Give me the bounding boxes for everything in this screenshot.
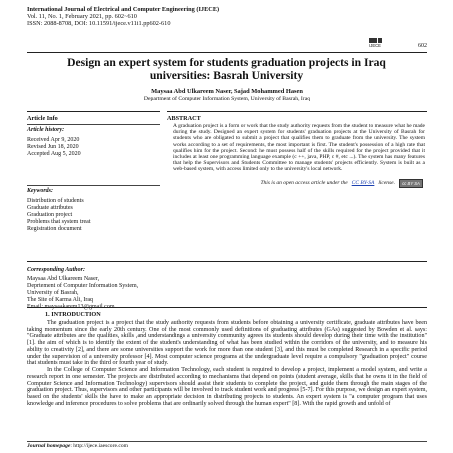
corresponding-email[interactable]: Email: maysaakarem13@gmail.com [27,304,115,310]
paper-body [27,312,427,408]
corresponding-address: The Site of Karma Ali, Iraq [27,297,93,303]
author-affiliation: Department of Computer Information System, University of Basrah, Iraq [143,96,311,102]
body-paragraph: In the College of Computer Science and Information Technology, each student is required to develop a project, implement a model system, and write a research report in one semester. The projects are distributed according to mechanisms that depend on points (student average, skills that he owns it in the field of Computer Science and Information Technology) supervisors should assist their students to complete the project, and guide them through the main stages of the graduation project. Thus, supervisors and other participants will be involved to track student work and progress [5-7]. For this purpose, we design an expert system, based on the students' skills the have to make an appropriate decision in distributing projects to students. An expert system is "a computer program that uses knowledge and inference procedures to solve problems that are ordinarily solved through the human expert" [8]. With the rapid growth and unfold of [27,367,427,407]
history-received: Received Apr 9, 2020 [27,137,80,143]
paper-title: Design an expert system for students graduation projects in Iraq universities: Basrah University [67,56,386,82]
body-paragraph: The graduation project is a project that the study authority requests from students before obtaining a university certificate, graduate attributes have been taking momentum since the early 20th century. One of the most commonly used definitions of graduating attributes (GAs) suggested by Bowden et al. says: "Graduate attributes are the qualities, skills ,and understandings a university community agrees its students should develop during their time with the institution" [1]. the aim of which is to identify the extent of the student's understanding of what has been studied within the corridors of the university, and to measure his ability to creativity [2], and there are some universities support the work for more than one student [3], and this must be completed Research in a specific period under the supervision of a university professor [4]. Most computer science programs at the undergraduate level require a compulsory "graduation project" course that students must take in the third or fourth year of study. [27,319,427,367]
license-link[interactable]: CC BY-SA [351,180,375,187]
corresponding-heading: Corresponding Author: [27,267,85,273]
section-title: 1. INTRODUCTION [45,311,101,318]
article-info-panel [27,111,160,261]
keyword-item: Registration document [27,226,82,232]
keyword-item: Graduation project [27,212,73,218]
corresponding-university: University of Basrah, [27,290,79,296]
section-divider [27,261,427,262]
license-prefix: This is an open access article under the [260,180,348,187]
license-suffix: license. [378,180,395,187]
issn-line: ISSN: 2088-8708, DOI: 10.11591/ijece.v11i1.pp602-610 [27,20,171,28]
corresponding-name: Maysaa Abd Ulkareem Naser, [27,276,100,282]
keyword-item: Distribution of students [27,198,84,204]
abstract-panel [167,111,427,261]
license-line [167,179,427,188]
history-revised: Revised Jun 18, 2020 [27,144,79,150]
keywords-heading: Keywords: [27,185,160,194]
body-divider [27,307,427,308]
corresponding-author-block [27,264,427,311]
page-number: 602 [418,43,427,49]
journal-logo [365,38,385,49]
article-info-heading: Article Info [27,111,160,123]
history-accepted: Accepted Aug 5, 2020 [27,151,81,157]
corresponding-dept: Deprtement of Computer Information System, [27,283,139,289]
abstract-text: A graduation project is a form or work that the study authority requests from the student to measure what he made during the study. Designed an expert system for students' graduation projects at the University of Basrah for students who are obligated to submit a project that qualifies them to graduate from the university. The system works according to a set of requirements, the most important is first. The student's possession of a high rate that qualifies him for the project. Second: he must possess half of the skills required for the project provided that it includes at least one programming language example (c ++, java, PHP, c #, etc ...). The system has many features that help the Supervisors and Students Committee to manage students' projects efficiently. System is built as a web-based system, with access limited only to the university's local network. [173,123,425,173]
journal-title: International Journal of Electrical and Computer Engineering (IJECE) [27,6,220,13]
paper-authors: Maysaa Abd Ulkareem Naser, Sajad Mohammed Hasen [151,88,303,95]
volume-line: Vol. 11, No. 1, February 2021, pp. 602~610 [27,13,137,21]
keyword-item: Graduate attributes [27,205,73,211]
cc-license-icon[interactable]: cc BY SA [399,179,423,188]
logo-text: IJECE [369,43,381,48]
footer-label: Journal homepage [27,443,71,449]
header-divider [27,52,427,53]
page-footer [27,441,427,449]
history-heading: Article history: [27,124,160,133]
keyword-item: Problems that system treat [27,219,91,225]
journal-header [27,6,427,28]
footer-url[interactable]: : http://ijece.iaescore.com [70,443,128,449]
abstract-heading: ABSTRACT [167,111,427,123]
